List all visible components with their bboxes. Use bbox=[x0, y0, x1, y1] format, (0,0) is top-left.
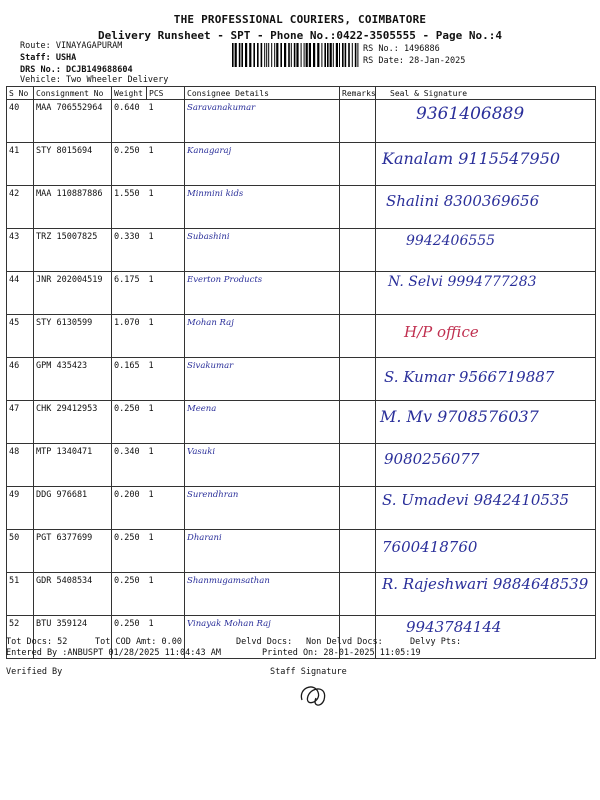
row-signature bbox=[376, 401, 596, 444]
signature-handwriting: 7600418760 bbox=[382, 538, 478, 556]
table-row bbox=[7, 272, 596, 315]
row-pcs: 1 bbox=[147, 229, 185, 272]
row-signature bbox=[376, 143, 596, 186]
signature-handwriting: H/P office bbox=[404, 323, 479, 341]
col-sno: S No bbox=[7, 87, 34, 100]
staff-label: Staff: USHA bbox=[20, 53, 77, 63]
row-pcs: 1 bbox=[147, 272, 185, 315]
drs-label: DRS No.: DCJB149688604 bbox=[20, 65, 133, 75]
row-pcs: 1 bbox=[147, 530, 185, 573]
row-consignment: CHK 29412953 bbox=[34, 401, 112, 444]
verified-by: Verified By bbox=[6, 667, 63, 677]
runsheet-subtitle: Delivery Runsheet - SPT - Phone No.:0422-3505555 - Page No.:4 bbox=[98, 29, 502, 42]
row-remarks bbox=[340, 530, 376, 573]
row-remarks bbox=[340, 487, 376, 530]
row-pcs: 1 bbox=[147, 573, 185, 616]
row-remarks bbox=[340, 573, 376, 616]
row-weight: 0.165 bbox=[112, 358, 147, 401]
row-consignment: MTP 1340471 bbox=[34, 444, 112, 487]
barcode bbox=[232, 43, 360, 67]
row-sno: 51 bbox=[7, 573, 34, 616]
table-header bbox=[7, 87, 596, 100]
row-signature bbox=[376, 487, 596, 530]
row-consignee: Surendhran bbox=[185, 487, 340, 530]
staff-signature-mark bbox=[294, 680, 334, 712]
table-row bbox=[7, 358, 596, 401]
table-row bbox=[7, 573, 596, 616]
row-weight: 0.250 bbox=[112, 401, 147, 444]
row-remarks bbox=[340, 358, 376, 401]
row-sno: 43 bbox=[7, 229, 34, 272]
row-pcs: 1 bbox=[147, 444, 185, 487]
signature-handwriting: Shalini 8300369656 bbox=[386, 192, 540, 210]
row-consignment: GDR 5408534 bbox=[34, 573, 112, 616]
row-consignee: Sivakumar bbox=[185, 358, 340, 401]
company-title: THE PROFESSIONAL COURIERS, COIMBATORE bbox=[173, 13, 427, 26]
row-weight: 1.550 bbox=[112, 186, 147, 229]
row-signature bbox=[376, 573, 596, 616]
row-consignment: DDG 976681 bbox=[34, 487, 112, 530]
signature-handwriting: S. Kumar 9566719887 bbox=[384, 368, 555, 386]
row-consignee: Everton Products bbox=[185, 272, 340, 315]
row-consignee: Mohan Raj bbox=[185, 315, 340, 358]
table-row bbox=[7, 487, 596, 530]
row-signature bbox=[376, 530, 596, 573]
row-consignment: GPM 435423 bbox=[34, 358, 112, 401]
signature-handwriting: 9943784144 bbox=[406, 618, 502, 636]
col-pcs: PCS bbox=[147, 87, 185, 100]
row-consignment: MAA 110887886 bbox=[34, 186, 112, 229]
row-pcs: 1 bbox=[147, 358, 185, 401]
row-weight: 0.340 bbox=[112, 444, 147, 487]
row-signature bbox=[376, 358, 596, 401]
signature-handwriting: S. Umadevi 9842410535 bbox=[382, 491, 570, 509]
staff-signature-label: Staff Signature bbox=[270, 667, 347, 677]
signature-handwriting: N. Selvi 9994777283 bbox=[388, 274, 537, 290]
row-consignment: STY 8015694 bbox=[34, 143, 112, 186]
row-consignee: Subashini bbox=[185, 229, 340, 272]
row-weight: 0.250 bbox=[112, 143, 147, 186]
col-seal: Seal & Signature bbox=[376, 87, 596, 100]
table-row bbox=[7, 315, 596, 358]
row-weight: 1.070 bbox=[112, 315, 147, 358]
row-pcs: 1 bbox=[147, 401, 185, 444]
row-consignee: Shanmugamsathan bbox=[185, 573, 340, 616]
row-consignment: STY 6130599 bbox=[34, 315, 112, 358]
table-row bbox=[7, 444, 596, 487]
table-row bbox=[7, 401, 596, 444]
table-row bbox=[7, 530, 596, 573]
signature-handwriting: M. Mv 9708576037 bbox=[380, 407, 539, 426]
row-remarks bbox=[340, 100, 376, 143]
row-consignment: TRZ 15007825 bbox=[34, 229, 112, 272]
row-weight: 6.175 bbox=[112, 272, 147, 315]
row-consignee: Vinayak Mohan Raj bbox=[185, 616, 340, 659]
signature-handwriting: Kanalam 9115547950 bbox=[382, 149, 561, 168]
row-sno: 45 bbox=[7, 315, 34, 358]
row-remarks bbox=[340, 272, 376, 315]
signature-handwriting: 9080256077 bbox=[384, 450, 480, 468]
signature-handwriting: R. Rajeshwari 9884648539 bbox=[382, 575, 589, 593]
row-consignee: Kanagaraj bbox=[185, 143, 340, 186]
printed-on: Printed On: 28-01-2025 11:05:19 bbox=[262, 648, 421, 658]
row-pcs: 1 bbox=[147, 315, 185, 358]
row-signature bbox=[376, 229, 596, 272]
row-remarks bbox=[340, 229, 376, 272]
vehicle-label: Vehicle: Two Wheeler Delivery bbox=[20, 75, 169, 85]
row-pcs: 1 bbox=[147, 487, 185, 530]
table-row bbox=[7, 229, 596, 272]
row-pcs: 1 bbox=[147, 186, 185, 229]
row-signature bbox=[376, 444, 596, 487]
row-remarks bbox=[340, 186, 376, 229]
row-weight: 0.250 bbox=[112, 530, 147, 573]
tot-docs: Tot Docs: 52 bbox=[6, 637, 68, 647]
row-weight: 0.200 bbox=[112, 487, 147, 530]
rs-date-label: RS Date: 28-Jan-2025 bbox=[363, 56, 466, 66]
row-sno: 49 bbox=[7, 487, 34, 530]
row-sno: 40 bbox=[7, 100, 34, 143]
signature-handwriting: 9942406555 bbox=[406, 233, 496, 249]
entered-by: Entered By :ANBUSPT 01/28/2025 11:04:43 AM bbox=[6, 648, 221, 658]
row-pcs: 1 bbox=[147, 616, 185, 659]
row-consignment: JNR 202004519 bbox=[34, 272, 112, 315]
row-consignment: PGT 6377699 bbox=[34, 530, 112, 573]
row-consignee: Saravanakumar bbox=[185, 100, 340, 143]
row-remarks bbox=[340, 401, 376, 444]
row-remarks bbox=[340, 444, 376, 487]
signature-handwriting: 9361406889 bbox=[416, 104, 525, 124]
row-weight: 0.250 bbox=[112, 573, 147, 616]
table-row bbox=[7, 100, 596, 143]
row-signature bbox=[376, 272, 596, 315]
table-row bbox=[7, 143, 596, 186]
row-sno: 46 bbox=[7, 358, 34, 401]
row-weight: 0.330 bbox=[112, 229, 147, 272]
row-sno: 47 bbox=[7, 401, 34, 444]
runsheet-table bbox=[6, 86, 596, 659]
delvy-pts: Delvy Pts: bbox=[410, 637, 462, 647]
row-sno: 44 bbox=[7, 272, 34, 315]
row-consignee: Dharani bbox=[185, 530, 340, 573]
row-consignment: MAA 706552964 bbox=[34, 100, 112, 143]
row-sno: 41 bbox=[7, 143, 34, 186]
row-remarks bbox=[340, 315, 376, 358]
table-row bbox=[7, 186, 596, 229]
col-remarks: Remarks bbox=[340, 87, 376, 100]
row-sno: 50 bbox=[7, 530, 34, 573]
col-weight: Weight bbox=[112, 87, 147, 100]
rs-no-label: RS No.: 1496886 bbox=[363, 44, 440, 54]
row-sno: 52 bbox=[7, 616, 34, 659]
row-sno: 48 bbox=[7, 444, 34, 487]
row-remarks bbox=[340, 143, 376, 186]
row-weight: 0.250 bbox=[112, 616, 147, 659]
row-consignee: Vasuki bbox=[185, 444, 340, 487]
route-label: Route: VINAYAGAPURAM bbox=[20, 41, 123, 51]
row-signature bbox=[376, 315, 596, 358]
delvd-docs: Delvd Docs: bbox=[236, 637, 293, 647]
col-consignment: Consignment No bbox=[34, 87, 112, 100]
row-sno: 42 bbox=[7, 186, 34, 229]
row-signature bbox=[376, 186, 596, 229]
tot-cod: Tot COD Amt: 0.00 bbox=[95, 637, 182, 647]
row-consignee: Meena bbox=[185, 401, 340, 444]
col-consignee: Consignee Details bbox=[185, 87, 340, 100]
row-pcs: 1 bbox=[147, 143, 185, 186]
row-consignment: BTU 359124 bbox=[34, 616, 112, 659]
row-weight: 0.640 bbox=[112, 100, 147, 143]
row-pcs: 1 bbox=[147, 100, 185, 143]
row-signature bbox=[376, 100, 596, 143]
non-delvd-docs: Non Delvd Docs: bbox=[306, 637, 383, 647]
row-consignee: Minmini kids bbox=[185, 186, 340, 229]
